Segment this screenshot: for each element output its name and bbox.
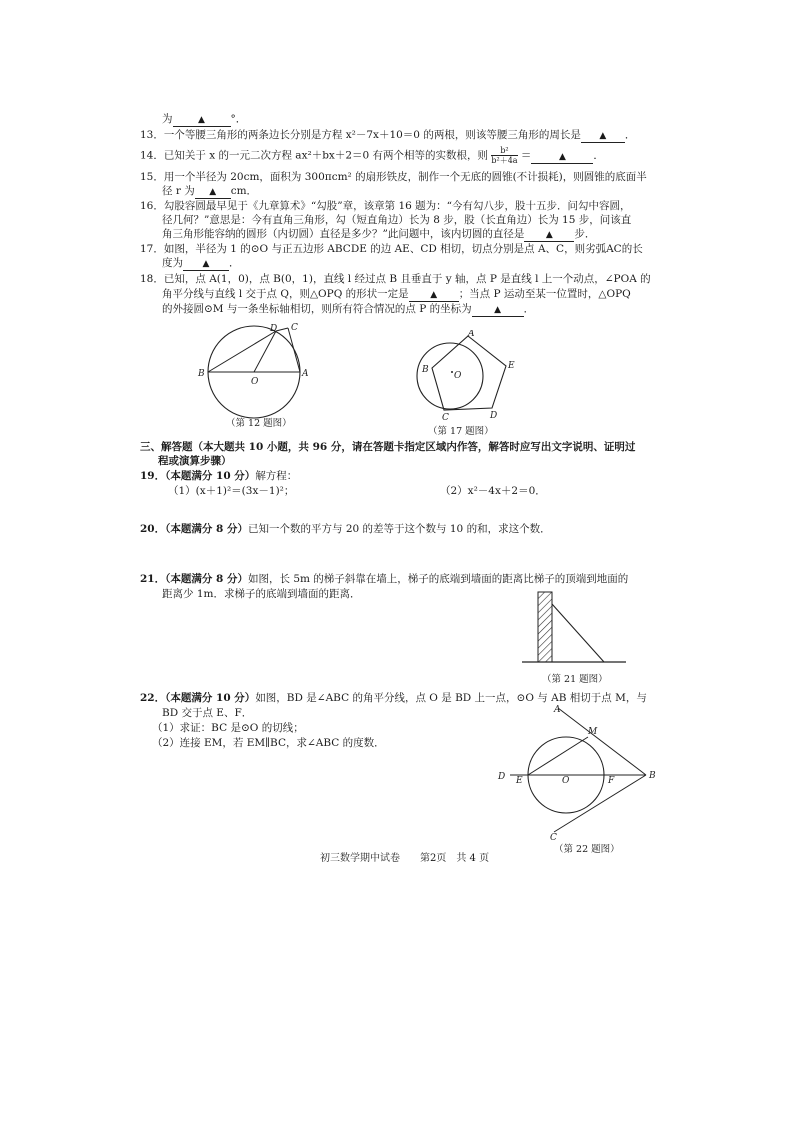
q14-number: 14． — [140, 149, 164, 162]
question-16 — [140, 199, 631, 213]
question-22-cont — [162, 706, 252, 720]
q13-text: 一个等腰三角形的两条边长分别是方程 x²－7x＋10＝0 的两根，则该等腰三角形的周长是 — [163, 129, 581, 141]
answer-triangle-icon: ▲ — [202, 259, 210, 269]
figure-17 — [404, 330, 534, 440]
q18-answer1-blank[interactable] — [409, 288, 459, 302]
q18-line3a: 的外接圆⊙M 与一条坐标轴相切，则所有符合情况的点 P 的坐标为 — [162, 303, 472, 315]
figure-21 — [520, 588, 632, 688]
fig22-label-F: F — [608, 776, 615, 786]
fig22-caption: （第 22 题图） — [554, 844, 620, 855]
fig12-label-O: O — [251, 377, 259, 387]
footer — [320, 852, 489, 866]
q21-number: 21． — [140, 573, 166, 585]
q14-fraction — [491, 146, 517, 165]
q14-text: 已知关于 x 的一元二次方程 ax²＋bx＋2＝0 有两个相等的实数根，则 — [163, 149, 489, 162]
fig22-label-M: M — [588, 727, 598, 737]
q22-line2: BD 交于点 E、F． — [162, 707, 253, 719]
fig22-label-E: E — [516, 776, 523, 786]
q12-answer-blank[interactable] — [173, 113, 231, 127]
section3-line1: 三、解答题（本大题共 10 小题，共 96 分，请在答题卡指定区域内作答，解答时应写出文字说明、证明过 — [140, 441, 636, 453]
q17-answer-blank[interactable] — [183, 257, 229, 271]
answer-triangle-icon: ▲ — [558, 151, 566, 162]
q13-answer-blank[interactable] — [581, 129, 625, 143]
q14-answer-blank[interactable] — [531, 150, 593, 164]
q22-part1: （1）求证：BC 是⊙O 的切线； — [152, 722, 304, 734]
q19-part1: （1）(x＋1)²＝(3x－1)²； — [168, 485, 295, 497]
answer-triangle-icon: ▲ — [599, 131, 607, 141]
q12-suffix: °． — [230, 113, 247, 125]
fig12-label-D: D — [270, 324, 278, 334]
section-3-heading — [140, 440, 635, 454]
q14-frac-num: b² — [500, 146, 509, 155]
section3-line2: 程或演算步骤） — [158, 455, 232, 467]
fig17-caption: （第 17 题图） — [428, 426, 494, 437]
q12-tail — [162, 112, 246, 127]
fig21-caption: （第 21 题图） — [542, 674, 608, 685]
q14-end: ． — [593, 149, 604, 162]
q13-number: 13． — [140, 129, 164, 141]
fig12-label-A: A — [302, 369, 309, 379]
question-15 — [140, 170, 647, 184]
q20-text: 已知一个数的平方与 20 的差等于这个数与 10 的和，求这个数． — [248, 523, 551, 535]
fig12-label-B: B — [198, 369, 205, 379]
q21-head: （本题满分 8 分） — [165, 573, 248, 585]
answer-triangle-icon: ▲ — [494, 305, 502, 315]
q22-head: （本题满分 10 分） — [165, 692, 256, 704]
q12-prefix: 为 — [162, 113, 173, 125]
question-14 — [140, 146, 604, 165]
section-3-heading-cont — [158, 454, 232, 468]
q16-line3a: 角三角形能容纳的圆形（内切圆）直径是多少？”此问题中，该内切圆的直径是 — [162, 228, 525, 240]
q17-number: 17． — [140, 243, 164, 255]
wall — [538, 592, 552, 662]
q17-line1: 如图，半径为 1 的⊙O 与正五边形 ABCDE 的边 AE、CD 相切，切点分别是点 A、C，则劣弧AC的长 — [163, 243, 643, 255]
question-16-cont1 — [162, 213, 631, 227]
fig17-label-D: D — [490, 411, 498, 421]
q15-answer-blank[interactable] — [195, 185, 231, 199]
q15-line2a: 径 r 为 — [162, 185, 195, 197]
q22-number: 22． — [140, 692, 166, 704]
fig17-label-C: C — [442, 413, 449, 423]
q15-line1: 用一个半径为 20cm，面积为 300πcm² 的扇形铁皮，制作一个无底的圆锥(不计损耗)，则圆锥的底面半 — [163, 171, 647, 183]
answer-triangle-icon: ▲ — [430, 290, 438, 300]
q17-line2b: ． — [229, 257, 240, 269]
q15-line2b: cm． — [230, 185, 258, 197]
question-21 — [140, 572, 628, 586]
q21-line2: 距离少 1m．求梯子的底端到墙面的距离． — [162, 588, 361, 600]
footer-title: 初三数学期中试卷 — [320, 853, 400, 864]
q15-number: 15． — [140, 171, 164, 183]
answer-triangle-icon: ▲ — [198, 115, 205, 125]
q18-line2b: ；当点 P 运动至某一位置时，△OPQ — [458, 288, 631, 300]
q18-line3b: ． — [523, 303, 535, 315]
fig12-caption: （第 12 题图） — [226, 418, 292, 429]
fig22-label-O: O — [562, 776, 570, 786]
q14-frac-den: b²＋4a — [491, 156, 518, 165]
fig22-label-C: C — [550, 833, 557, 843]
q16-number: 16． — [140, 200, 164, 212]
question-20 — [140, 522, 551, 536]
q16-line1: 勾股容圆最早见于《九章算术》“勾股”章，该章第 16 题为：“今有勾八步，股十五步．问勾中容圆， — [163, 200, 631, 212]
question-19 — [140, 469, 297, 483]
fig17-label-B: B — [422, 365, 429, 375]
figure-12 — [196, 322, 320, 430]
question-16-cont2 — [162, 227, 595, 242]
question-18 — [140, 272, 651, 286]
ladder — [552, 604, 604, 662]
question-18-cont1 — [162, 287, 631, 302]
q20-head: （本题满分 8 分） — [165, 523, 248, 535]
footer-page: 第2页 共 4 页 — [420, 853, 490, 864]
q17-line2a: 度为 — [162, 257, 183, 269]
question-13 — [140, 128, 635, 143]
q19-text: 解方程： — [255, 470, 298, 482]
q18-line2a: 角平分线与直线 l 交于点 Q，则△OPQ 的形状一定是 — [162, 288, 409, 300]
fig22-label-A: A — [554, 705, 561, 715]
q13-end: ． — [624, 129, 636, 141]
q20-number: 20． — [140, 523, 166, 535]
answer-triangle-icon: ▲ — [545, 230, 553, 240]
q22-line1: 如图，BD 是∠ABC 的角平分线，点 O 是 BD 上一点，⊙O 与 AB 相切于点 M，与 — [255, 692, 647, 704]
q16-line3b: 步． — [574, 228, 596, 240]
fig17-label-O: O — [454, 371, 462, 381]
q19-number: 19． — [140, 470, 166, 482]
q18-line1: 已知，点 A(1，0)，点 B(0，1)，直线 l 经过点 B 且垂直于 y 轴，点 P 是直线 l 上一个动点，∠POA 的 — [163, 273, 651, 285]
question-17 — [140, 242, 643, 256]
q19-head: （本题满分 10 分） — [165, 470, 256, 482]
answer-triangle-icon: ▲ — [209, 187, 217, 197]
q18-answer2-blank[interactable] — [472, 303, 524, 317]
question-21-cont — [162, 587, 360, 601]
q16-line2: 径几何？”意思是：今有直角三角形，勾（短直角边）长为 8 步，股（长直角边）长为 15 步，问该直 — [162, 214, 632, 226]
fig12-label-C: C — [291, 323, 298, 333]
q14-eq: ＝ — [520, 149, 532, 162]
q21-line1: 如图，长 5m 的梯子斜靠在墙上，梯子的底端到墙面的距离比梯子的顶端到地面的 — [248, 573, 629, 585]
fig22-label-D: D — [498, 772, 506, 782]
question-18-cont2 — [162, 302, 534, 317]
fig17-label-A: A — [468, 330, 475, 339]
q22-part2: （2）连接 EM，若 EM∥BC，求∠ABC 的度数． — [152, 737, 385, 749]
q16-answer-blank[interactable] — [524, 228, 574, 242]
question-17-cont — [162, 256, 240, 271]
figure-22 — [494, 700, 662, 858]
q18-number: 18． — [140, 273, 164, 285]
q19-part2: （2）x²－4x＋2＝0． — [440, 485, 546, 497]
question-15-cont — [162, 184, 257, 199]
fig22-label-B: B — [649, 771, 656, 781]
fig17-label-E: E — [508, 361, 515, 371]
